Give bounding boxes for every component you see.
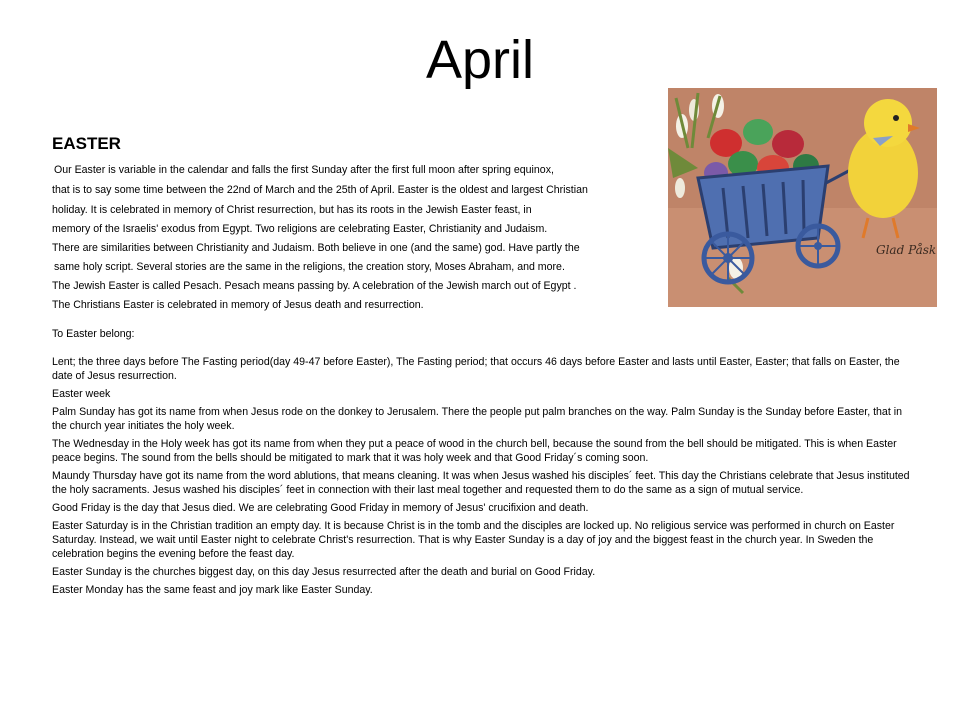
paragraph: Lent; the three days before The Fasting period(day 49-47 before Easter), The Fasting period; that occurs 46 days before Easter and lasts until Easter, Easter; that falls on Easter, the date of Jesus resurrection. [52,356,900,382]
paragraph: Palm Sunday has got its name from when Jesus rode on the donkey to Jerusalem. There the people put palm branches on the way. Palm Sunday is the Sunday before Easter, that in the church year initiates the holy week. [52,406,902,432]
paragraph: Easter Sunday is the churches biggest day, on this day Jesus resurrected after the death and burial on Good Friday. [52,566,596,578]
body-text [52,327,912,601]
paragraph: Easter Saturday is in the Christian tradition an empty day. It is because Christ is in the tomb and the disciples are locked up. No religious service was performed in church on Easter Saturday. Instead, we wait until Easter night to celebrate Christ's resurrection. That is why Easter Sunday is a day of joy and the biggest feast in the church year. In Sweden the celebration begins the evening before the feast day. [52,520,895,560]
section-heading: EASTER [52,134,121,153]
intro-line: The Christians Easter is celebrated in memory of Jesus death and resurrection. [52,299,424,311]
paragraph: To Easter belong: [52,328,135,340]
intro-line: same holy script. Several stories are the same in the religions, the creation story, Moses Abraham, and more. [54,261,565,273]
intro-line: There are similarities between Christianity and Judaism. Both believe in one (and the same) god. Have partly the [52,242,580,254]
paragraph: Maundy Thursday have got its name from the word ablutions, that means cleaning. It was when Jesus washed his disciples´ feet. This day the Christians celebrate that Jesus instituted the holy sacraments. Jesus washed his disciples´ feet in connection with their last meal together and requested them to do the same as a sign of mutual service. [52,470,910,496]
easter-card-image [668,88,937,307]
intro-line: The Jewish Easter is called Pesach. Pesach means passing by. A celebration of the Jewish march out of Egypt . [52,280,577,292]
intro-line: holiday. It is celebrated in memory of Christ resurrection, but has its roots in the Jewish Easter feast, in [52,204,532,216]
paragraph: Good Friday is the day that Jesus died. We are celebrating Good Friday in memory of Jesus' crucifixion and death. [52,502,589,514]
paragraph: Easter week [52,388,111,400]
slide-title: April [425,30,535,90]
paragraph: Easter Monday has the same feast and joy mark like Easter Sunday. [52,584,373,596]
card-caption: Glad Påsk [876,243,937,257]
paragraph: The Wednesday in the Holy week has got its name from when they put a peace of wood in the church bell, because the sound from the bell should be mitigated. This is when Easter peace begins. The sound from the bells should be mitigated to mark that it was holy week and that Good Friday´s coming soon. [52,438,897,464]
intro-line: memory of the Israelis' exodus from Egypt. Two religions are celebrating Easter, Christianity and Judaism. [52,223,548,235]
intro-line: Our Easter is variable in the calendar and falls the first Sunday after the first full moon after spring equinox, [54,164,554,176]
intro-line: that is to say some time between the 22nd of March and the 25th of April. Easter is the oldest and largest Christian [52,184,588,196]
